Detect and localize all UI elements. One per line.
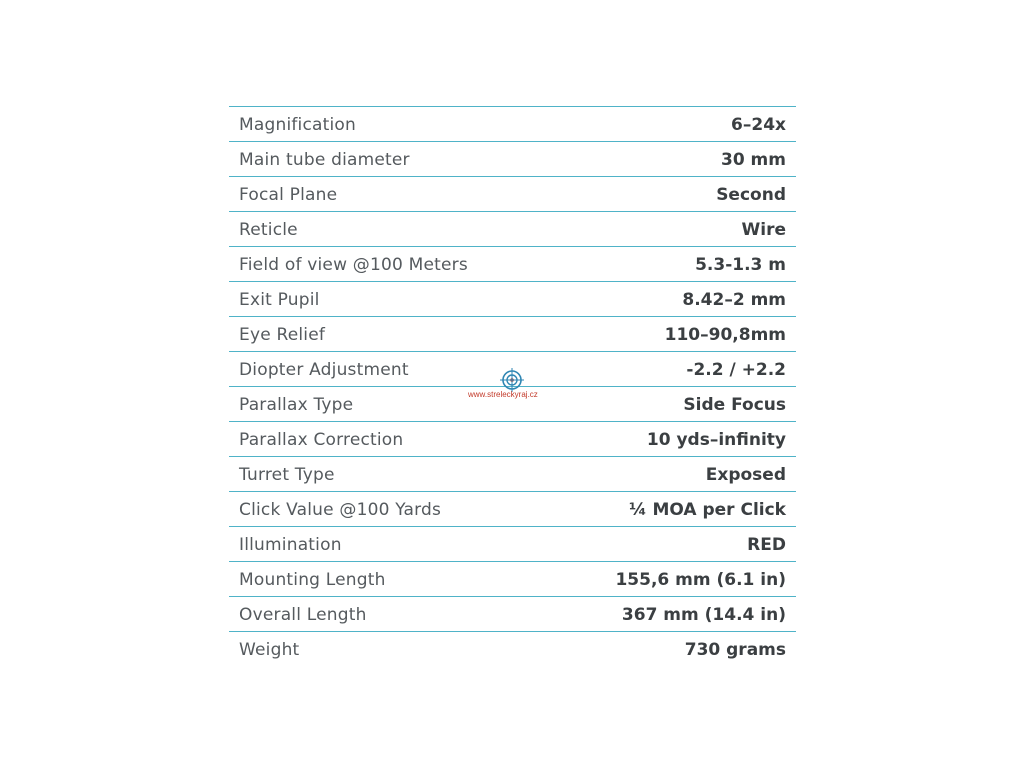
- spec-row-reticle: [229, 211, 796, 246]
- spec-row-field-of-view: [229, 246, 796, 281]
- spec-row-overall-length: [229, 596, 796, 631]
- spec-label: Eye Relief: [239, 325, 326, 345]
- spec-value: 367 mm (14.4 in): [621, 605, 786, 625]
- spec-label: Field of view @100 Meters: [239, 255, 468, 275]
- spec-value: Side Focus: [683, 395, 786, 415]
- spec-row-diopter-adjustment: [229, 351, 796, 386]
- spec-value: 30 mm: [720, 150, 786, 170]
- spec-label: Exit Pupil: [239, 290, 320, 310]
- spec-value: Exposed: [705, 465, 786, 485]
- spec-value: Wire: [741, 220, 786, 240]
- spec-value: 730 grams: [684, 640, 786, 660]
- spec-value: -2.2 / +2.2: [686, 360, 786, 380]
- spec-label: Parallax Type: [239, 395, 354, 415]
- spec-value: RED: [747, 535, 786, 555]
- spec-label: Mounting Length: [239, 570, 386, 590]
- spec-row-parallax-type: [229, 386, 796, 421]
- spec-label: Reticle: [239, 220, 298, 240]
- spec-row-eye-relief: [229, 316, 796, 351]
- spec-label: Magnification: [239, 115, 357, 135]
- spec-label: Illumination: [239, 535, 342, 555]
- spec-row-main-tube-diameter: [229, 141, 796, 176]
- spec-value: 10 yds–infinity: [646, 430, 786, 450]
- spec-table: [229, 106, 796, 666]
- spec-row-weight: [229, 631, 796, 666]
- spec-label: Weight: [239, 640, 300, 660]
- spec-label: Click Value @100 Yards: [239, 500, 442, 520]
- spec-row-click-value: [229, 491, 796, 526]
- spec-value: 5.3-1.3 m: [695, 255, 786, 275]
- spec-label: Diopter Adjustment: [239, 360, 409, 380]
- spec-value: ¼ MOA per Click: [628, 500, 786, 520]
- watermark-text: www.streleckyraj.cz: [468, 390, 538, 399]
- spec-row-turret-type: [229, 456, 796, 491]
- spec-value: 8.42–2 mm: [682, 290, 786, 310]
- spec-value: 110–90,8mm: [664, 325, 786, 345]
- spec-row-illumination: [229, 526, 796, 561]
- spec-value: Second: [716, 185, 786, 205]
- spec-label: Turret Type: [239, 465, 335, 485]
- spec-row-mounting-length: [229, 561, 796, 596]
- spec-value: 155,6 mm (6.1 in): [615, 570, 786, 590]
- spec-row-focal-plane: [229, 176, 796, 211]
- spec-label: Main tube diameter: [239, 150, 410, 170]
- spec-row-exit-pupil: [229, 281, 796, 316]
- spec-label: Focal Plane: [239, 185, 338, 205]
- spec-label: Overall Length: [239, 605, 367, 625]
- spec-row-magnification: [229, 106, 796, 141]
- spec-value: 6–24x: [731, 115, 786, 135]
- spec-label: Parallax Correction: [239, 430, 404, 450]
- spec-row-parallax-correction: [229, 421, 796, 456]
